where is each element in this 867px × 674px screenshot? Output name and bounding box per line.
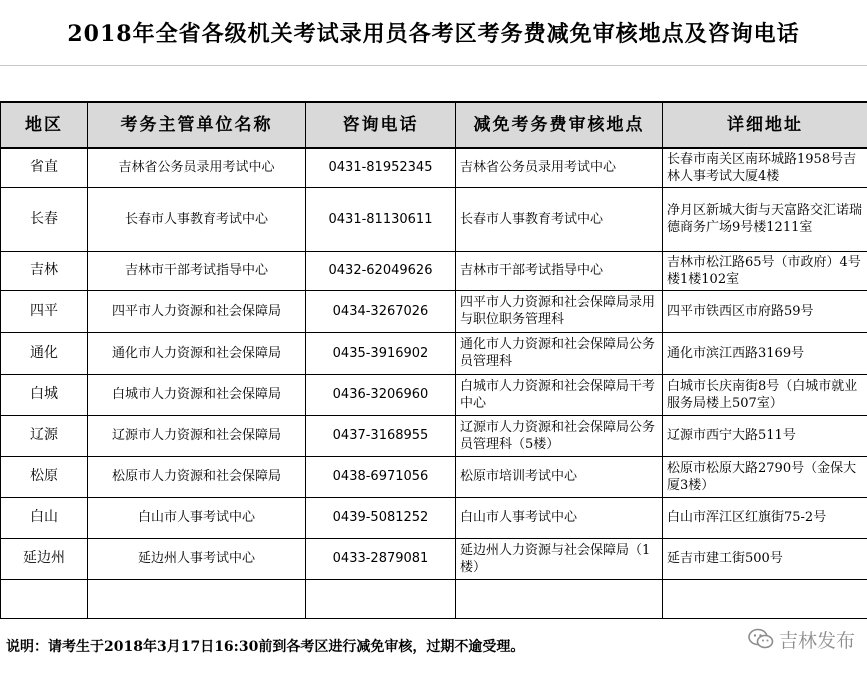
- cell-unit: 辽源市人力资源和社会保障局: [88, 415, 306, 456]
- cell-place: 通化市人力资源和社会保障局公务员管理科: [456, 332, 663, 374]
- cell-phone: 0439-5081252: [306, 497, 456, 538]
- table-row: [1, 374, 867, 415]
- table-header-row: [1, 102, 867, 148]
- cell-place: 长春市人事教育考试中心: [456, 187, 663, 251]
- watermark-text: 吉林发布: [778, 629, 855, 652]
- table-row: [1, 497, 867, 538]
- cell-address: 延吉市建工街500号: [663, 538, 867, 579]
- cell-phone: 0434-3267026: [306, 290, 456, 332]
- table-row: [1, 538, 867, 579]
- cell-region: 长春: [1, 187, 88, 251]
- cell-region: 白山: [1, 497, 88, 538]
- cell-unit: 白山市人事考试中心: [88, 497, 306, 538]
- cell-region: 延边州: [1, 538, 88, 579]
- cell-unit: 白城市人力资源和社会保障局: [88, 374, 306, 415]
- cell-unit: 延边州人事考试中心: [88, 538, 306, 579]
- cell-place: 吉林市干部考试指导中心: [456, 251, 663, 290]
- cell-region: 四平: [1, 290, 88, 332]
- table-row: [1, 187, 867, 251]
- cell-address: 辽源市西宁大路511号: [663, 415, 867, 456]
- cell-address: 白城市长庆南街8号（白城市就业服务局楼上507室）: [663, 374, 867, 415]
- header-unit: 考务主管单位名称: [88, 102, 306, 148]
- cell-phone: 0436-3206960: [306, 374, 456, 415]
- cell-region: 松原: [1, 456, 88, 497]
- cell-address: 长春市南关区南环城路1958号吉林人事考试大厦4楼: [663, 148, 867, 187]
- page-title: 2018年全省各级机关考试录用员各考区考务费减免审核地点及咨询电话: [0, 0, 867, 66]
- header-region: 地区: [1, 102, 88, 148]
- blank-row: [0, 66, 867, 101]
- wechat-icon: [748, 628, 774, 650]
- cell-region: 辽源: [1, 415, 88, 456]
- cell-phone: 0431-81952345: [306, 148, 456, 187]
- cell-address: 吉林市松江路65号（市政府）4号楼1楼102室: [663, 251, 867, 290]
- cell-phone: [306, 579, 456, 618]
- cell-unit: 通化市人力资源和社会保障局: [88, 332, 306, 374]
- cell-phone: 0437-3168955: [306, 415, 456, 456]
- cell-place: 延边州人力资源与社会保障局（1楼）: [456, 538, 663, 579]
- table-row: [1, 456, 867, 497]
- table-row: [1, 290, 867, 332]
- cell-phone: 0433-2879081: [306, 538, 456, 579]
- cell-unit: 吉林省公务员录用考试中心: [88, 148, 306, 187]
- cell-address: [663, 579, 867, 618]
- table-row-empty: [1, 579, 867, 618]
- cell-place: 吉林省公务员录用考试中心: [456, 148, 663, 187]
- cell-phone: 0431-81130611: [306, 187, 456, 251]
- cell-unit: [88, 579, 306, 618]
- cell-address: 通化市滨江西路3169号: [663, 332, 867, 374]
- header-phone: 咨询电话: [306, 102, 456, 148]
- table-row: [1, 332, 867, 374]
- cell-place: 辽源市人力资源和社会保障局公务员管理科（5楼）: [456, 415, 663, 456]
- cell-place: [456, 579, 663, 618]
- exam-fee-table: [0, 101, 867, 619]
- cell-region: 吉林: [1, 251, 88, 290]
- cell-place: 四平市人力资源和社会保障局录用与职位职务管理科: [456, 290, 663, 332]
- table-row: [1, 148, 867, 187]
- cell-place: 白山市人事考试中心: [456, 497, 663, 538]
- cell-phone: 0432-62049626: [306, 251, 456, 290]
- header-address: 详细地址: [663, 102, 867, 148]
- cell-phone: 0435-3916902: [306, 332, 456, 374]
- cell-address: 四平市铁西区市府路59号: [663, 290, 867, 332]
- watermark: [748, 625, 855, 653]
- cell-address: 净月区新城大街与天富路交汇诺瑞德商务广场9号楼1211室: [663, 187, 867, 251]
- cell-phone: 0438-6971056: [306, 456, 456, 497]
- footer-note: 说明：请考生于2018年3月17日16:30前到各考区进行减免审核，过期不逾受理。: [6, 639, 525, 655]
- cell-region: [1, 579, 88, 618]
- table-row: [1, 251, 867, 290]
- cell-unit: 吉林市干部考试指导中心: [88, 251, 306, 290]
- cell-unit: 四平市人力资源和社会保障局: [88, 290, 306, 332]
- cell-address: 白山市浑江区红旗街75-2号: [663, 497, 867, 538]
- cell-place: 白城市人力资源和社会保障局干考中心: [456, 374, 663, 415]
- cell-address: 松原市松原大路2790号（金保大厦3楼）: [663, 456, 867, 497]
- cell-unit: 松原市人力资源和社会保障局: [88, 456, 306, 497]
- cell-unit: 长春市人事教育考试中心: [88, 187, 306, 251]
- table-row: [1, 415, 867, 456]
- header-place: 减免考务费审核地点: [456, 102, 663, 148]
- cell-place: 松原市培训考试中心: [456, 456, 663, 497]
- cell-region: 白城: [1, 374, 88, 415]
- cell-region: 通化: [1, 332, 88, 374]
- cell-region: 省直: [1, 148, 88, 187]
